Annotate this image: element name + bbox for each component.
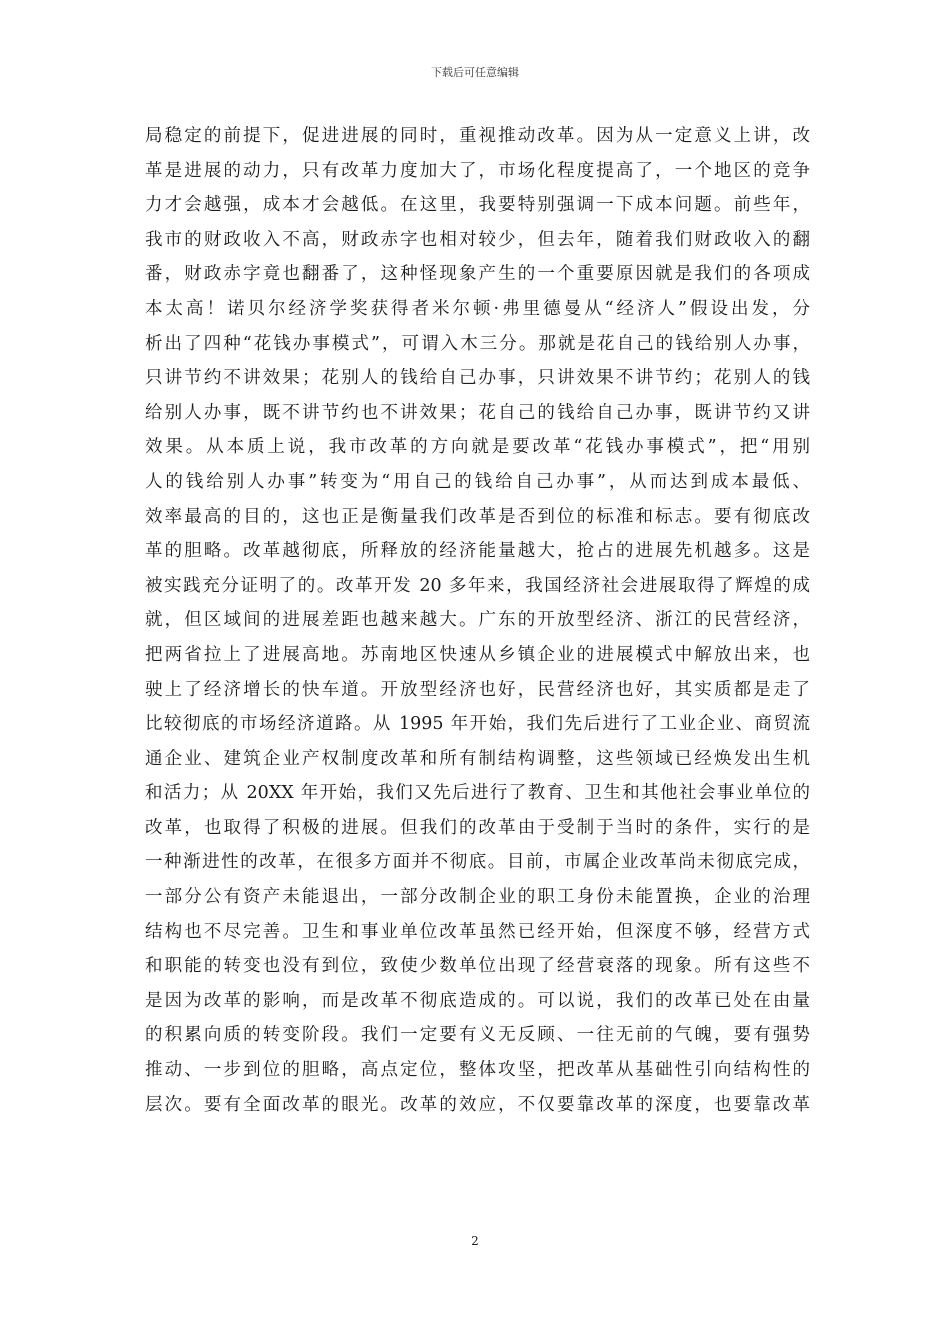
body-line: 就，但区域间的进展差距也越来越大。广东的开放型经济、浙江的民营经济， xyxy=(145,610,810,631)
body-line: 和活力；从 20XX 年开始，我们又先后进行了教育、卫生和其他社会事业单位的 xyxy=(145,783,810,804)
body-line: 析出了四种“花钱办事模式”，可谓入木三分。那就是花自己的钱给别人办事， xyxy=(145,333,810,354)
body-line: 比较彻底的市场经济道路。从 1995 年开始，我们先后进行了工业企业、商贸流 xyxy=(145,714,810,735)
body-line: 一部分公有资产未能退出，一部分改制企业的职工身份未能置换，企业的治理 xyxy=(145,887,810,908)
body-line: 番，财政赤字竟也翻番了，这种怪现象产生的一个重要原因就是我们的各项成 xyxy=(145,264,810,285)
body-line: 给别人办事，既不讲节约也不讲效果；花自己的钱给自己办事，既讲节约又讲 xyxy=(145,402,810,423)
body-line: 改革，也取得了积极的进展。但我们的改革由于受制于当时的条件，实行的是 xyxy=(145,817,810,838)
body-line: 推动、一步到位的胆略，高点定位，整体攻坚，把改革从基础性引向结构性的 xyxy=(145,1060,810,1081)
body-line: 局稳定的前提下，促进进展的同时，重视推动改革。因为从一定意义上讲，改 xyxy=(145,126,810,146)
body-line: 本太高！诺贝尔经济学奖获得者米尔顿·弗里德曼从“经济人”假设出发，分 xyxy=(145,298,810,319)
body-line: 一种渐进性的改革，在很多方面并不彻底。目前，市属企业改革尚未彻底完成， xyxy=(145,852,810,873)
body-line: 力才会越强，成本才会越低。在这里，我要特别强调一下成本问题。前些年， xyxy=(145,195,810,216)
page-number: 2 xyxy=(471,1234,479,1248)
body-line: 是因为改革的影响，而是改革不彻底造成的。可以说，我们的改革已处在由量 xyxy=(145,990,810,1011)
body-line: 结构也不尽完善。卫生和事业单位改革虽然已经开始，但深度不够，经营方式 xyxy=(145,921,810,942)
body-line: 我市的财政收入不高，财政赤字也相对较少，但去年，随着我们财政收入的翻 xyxy=(145,229,810,250)
body-line: 效果。从本质上说，我市改革的方向就是要改革“花钱办事模式”，把“用别 xyxy=(145,437,810,458)
body-line: 人的钱给别人办事”转变为“用自己的钱给自己办事”，从而达到成本最低、 xyxy=(145,471,810,492)
body-line: 通企业、建筑企业产权制度改革和所有制结构调整，这些领域已经焕发出生机 xyxy=(145,748,810,769)
body-line: 被实践充分证明了的。改革开发 20 多年来，我国经济社会进展取得了辉煌的成 xyxy=(145,575,810,596)
body-line: 把两省拉上了进展高地。苏南地区快速从乡镇企业的进展模式中解放出来，也 xyxy=(145,644,810,665)
body-line: 革的胆略。改革越彻底，所释放的经济能量越大，抢占的进展先机越多。这是 xyxy=(145,541,810,562)
page-header: 下载后可任意编辑 xyxy=(431,66,519,79)
body-text xyxy=(145,119,810,1122)
body-line: 只讲节约不讲效果；花别人的钱给自己办事，只讲效果不讲节约；花别人的钱 xyxy=(145,368,810,389)
body-line: 和职能的转变也没有到位，致使少数单位出现了经营衰落的现象。所有这些不 xyxy=(145,956,810,977)
body-line: 效率最高的目的，这也正是衡量我们改革是否到位的标准和标志。要有彻底改 xyxy=(145,506,810,527)
body-line: 的积累向质的转变阶段。我们一定要有义无反顾、一往无前的气魄，要有强势 xyxy=(145,1025,810,1046)
body-line: 层次。要有全面改革的眼光。改革的效应，不仅要靠改革的深度，也要靠改革 xyxy=(145,1094,810,1115)
body-line: 驶上了经济增长的快车道。开放型经济也好，民营经济也好，其实质都是走了 xyxy=(145,679,810,700)
body-line: 革是进展的动力，只有改革力度加大了，市场化程度提高了，一个地区的竞争 xyxy=(145,160,810,181)
